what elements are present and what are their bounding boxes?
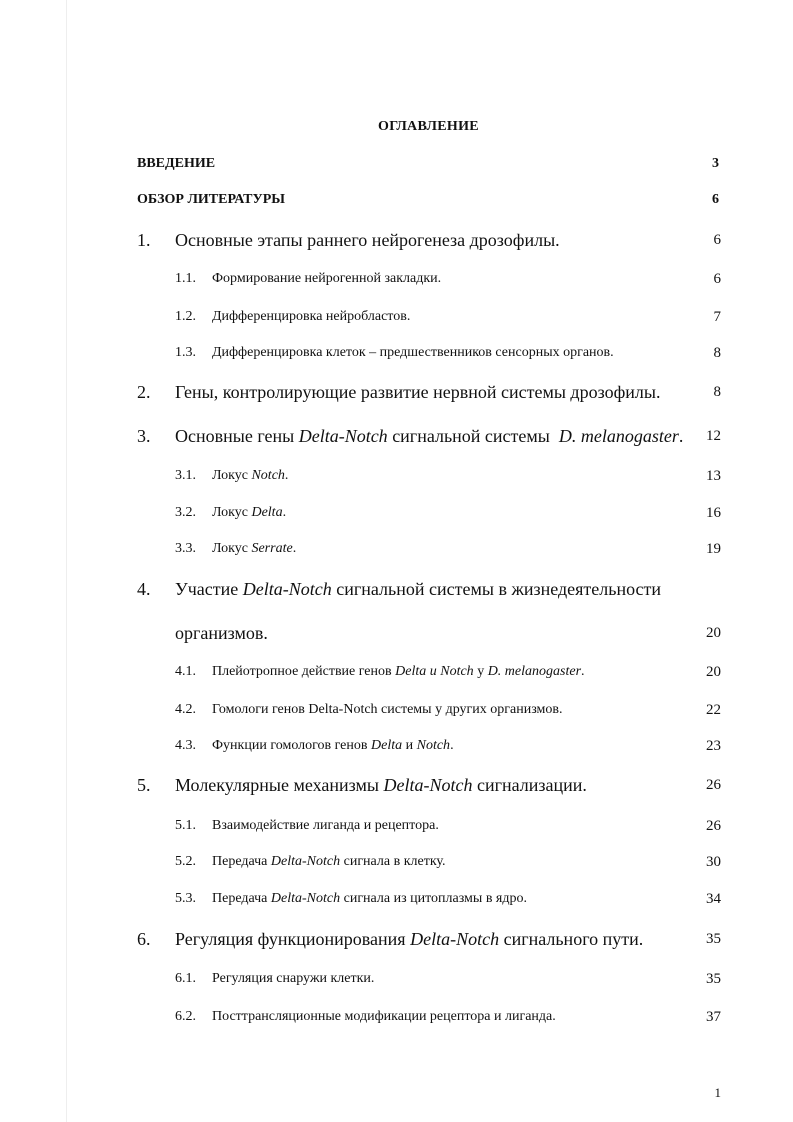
toc-entry-page: 22 — [706, 702, 721, 718]
toc-entry — [0, 971, 793, 995]
toc-entry-number: 3.3. — [175, 541, 196, 556]
toc-entry-number: 2. — [137, 382, 151, 402]
toc-entry-page: 23 — [706, 738, 721, 754]
toc-entry — [0, 468, 793, 492]
toc-entry-number: 1.3. — [175, 345, 196, 360]
toc-entry-page: 12 — [706, 428, 721, 444]
toc-entry-title: Посттрансляционные модификации рецептора и лиганда. — [212, 1009, 556, 1024]
toc-entry — [0, 426, 793, 450]
toc-entry-number: 1.1. — [175, 271, 196, 286]
toc-entry — [0, 664, 793, 688]
toc-entry-title: Функции гомологов генов Delta и Notch. — [212, 738, 454, 753]
toc-entry — [0, 929, 793, 953]
toc-entry-number: 3.2. — [175, 505, 196, 520]
toc-entry — [0, 505, 793, 529]
toc-entry-number: 5.3. — [175, 891, 196, 906]
toc-entry — [0, 738, 793, 762]
toc-entry-page: 3 — [712, 156, 719, 171]
toc-entry-number: 4.1. — [175, 664, 196, 679]
toc-entry — [0, 192, 793, 216]
toc-entry-page: 26 — [706, 777, 721, 793]
toc-entry-page: 26 — [706, 818, 721, 834]
toc-entry-page: 34 — [706, 891, 721, 907]
toc-entry-page: 20 — [706, 664, 721, 680]
toc-entry — [0, 309, 793, 333]
toc-entry-page: 6 — [713, 271, 721, 287]
toc-entry-title: Дифференцировка клеток – предшественников сенсорных органов. — [212, 345, 614, 360]
toc-entry-title: Основные этапы раннего нейрогенеза дрозофилы. — [175, 230, 560, 250]
toc-entry — [0, 156, 793, 180]
toc-entry-title: Регуляция снаружи клетки. — [212, 971, 375, 986]
toc-entry-number: 5.2. — [175, 854, 196, 869]
toc-entry-title: Взаимодействие лиганда и рецептора. — [212, 818, 439, 833]
toc-entry-number: 6.2. — [175, 1009, 196, 1024]
toc-entry-number: 5. — [137, 775, 151, 795]
toc-entry-number: 4.3. — [175, 738, 196, 753]
toc-entry — [0, 818, 793, 842]
toc-entry-number: 3.1. — [175, 468, 196, 483]
toc-entry-number: 1.2. — [175, 309, 196, 324]
toc-entry-number: 6. — [137, 929, 151, 949]
toc-entry-title: Локус Serrate. — [212, 541, 297, 556]
toc-entry-page: 8 — [713, 345, 721, 361]
toc-entry — [0, 775, 793, 799]
toc-entry — [0, 382, 793, 406]
toc-entry-page: 35 — [706, 971, 721, 987]
toc-entry-title: организмов. — [175, 623, 268, 643]
page-number: 1 — [714, 1085, 721, 1100]
toc-entry-page: 6 — [712, 192, 719, 207]
toc-entry-page: 19 — [706, 541, 721, 557]
toc-entry-title: Локус Delta. — [212, 505, 287, 520]
toc-entry-number: 6.1. — [175, 971, 196, 986]
toc-entry-page: 30 — [706, 854, 721, 870]
toc-entry-title: Гены, контролирующие развитие нервной системы дрозофилы. — [175, 382, 661, 402]
toc-entry-number: 4.2. — [175, 702, 196, 717]
toc-entry-page: 35 — [706, 931, 721, 947]
toc-entry — [0, 345, 793, 369]
toc-entry-title: Гомологи генов Delta-Notch системы у других организмов. — [212, 702, 563, 717]
toc-entry-page: 16 — [706, 505, 721, 521]
toc-entry — [0, 702, 793, 726]
toc-entry-page: 8 — [713, 384, 721, 400]
toc-entry — [0, 541, 793, 565]
toc-entry-number: 1. — [137, 230, 151, 250]
toc-entry — [0, 579, 793, 603]
toc-entry-title: ВВЕДЕНИЕ — [137, 156, 216, 171]
toc-entry — [0, 271, 793, 295]
toc-entry-title: Локус Notch. — [212, 468, 289, 483]
toc-entry — [0, 230, 793, 254]
toc-entry-page: 7 — [713, 309, 721, 325]
toc-entry-page: 37 — [706, 1009, 721, 1025]
toc-entry-number: 5.1. — [175, 818, 196, 833]
toc-entry-page: 6 — [713, 232, 721, 248]
toc-entry — [0, 854, 793, 878]
toc-entry-title: Передача Delta-Notch сигнала в клетку. — [212, 854, 446, 869]
toc-entry — [0, 891, 793, 915]
toc-entry-number: 4. — [137, 579, 151, 599]
toc-entry — [0, 623, 793, 647]
toc-entry-number: 3. — [137, 426, 151, 446]
toc-entry-title: Плейотропное действие генов Delta и Notch у D. melanogaster. — [212, 664, 585, 679]
toc-entry-title: Формирование нейрогенной закладки. — [212, 271, 442, 286]
toc-entry-title: Основные гены Delta-Notch сигнальной системы D. melanogaster. — [175, 426, 684, 446]
toc-entry-title: Регуляция функционирования Delta-Notch сигнального пути. — [175, 929, 644, 949]
toc-entry-page: 20 — [706, 625, 721, 641]
toc-entry-title: Молекулярные механизмы Delta-Notch сигнализации. — [175, 775, 587, 795]
toc-entry — [0, 1009, 793, 1033]
toc-entry-title: Участие Delta-Notch сигнальной системы в жизнедеятельности — [175, 579, 662, 599]
toc-entry-title: ОБЗОР ЛИТЕРАТУРЫ — [137, 192, 286, 207]
toc-entry-page: 13 — [706, 468, 721, 484]
toc-entry-title: Дифференцировка нейробластов. — [212, 309, 411, 324]
toc-entry-title: Передача Delta-Notch сигнала из цитоплазмы в ядро. — [212, 891, 527, 906]
toc-title: ОГЛАВЛЕНИЕ — [378, 119, 479, 134]
